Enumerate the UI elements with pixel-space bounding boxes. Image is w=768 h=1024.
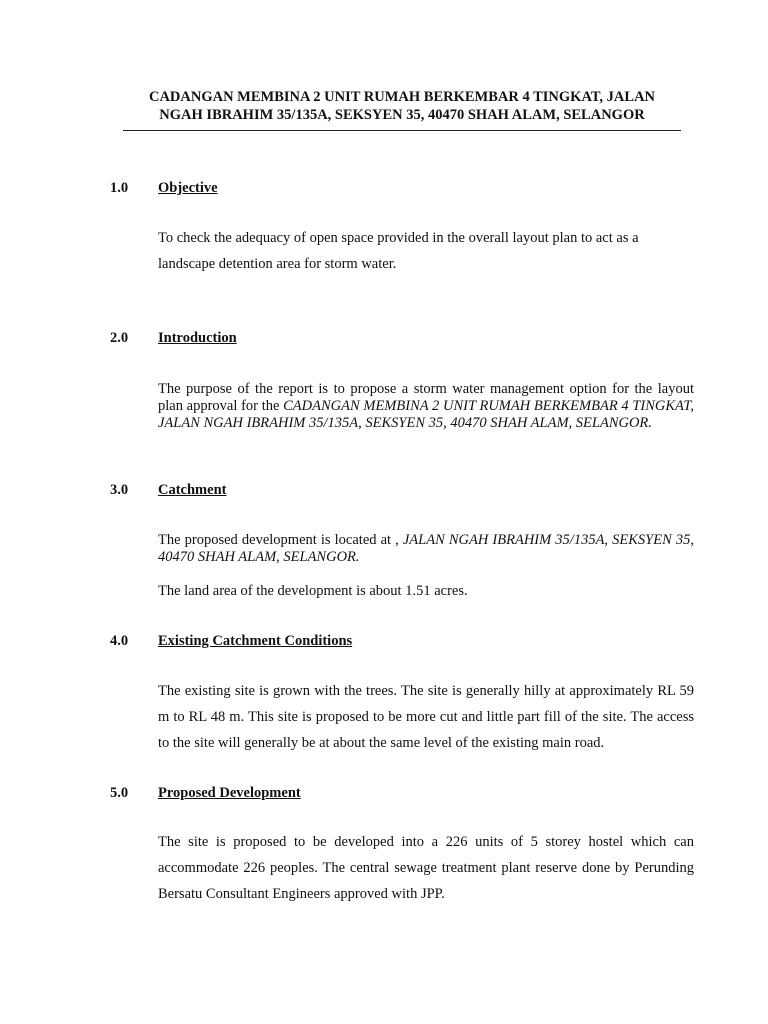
title-underline-rule [123,130,681,131]
section-3-heading: Catchment [158,482,227,498]
section-3-number: 3.0 [110,482,129,498]
document-title [100,88,704,124]
section-2-heading: Introduction [158,330,237,346]
section-4-number: 4.0 [110,633,129,649]
title-line-2: NGAH IBRAHIM 35/135A, SEKSYEN 35, 40470 SHAH ALAM, SELANGOR [159,107,645,123]
section-2-project-name: CADANGAN MEMBINA 2 UNIT RUMAH BERKEMBAR 4 TINGKAT, JALAN NGAH IBRAHIM 35/135A, SEKSYEN 35, 40470 SHAH ALAM, SELANGOR. [158,398,694,431]
section-3-location: JALAN NGAH IBRAHIM 35/135A, SEKSYEN 35, 40470 SHAH ALAM, SELANGOR. [158,532,694,565]
section-1-heading: Objective [158,180,218,196]
section-3-land-area: The land area of the development is about 1.51 acres. [158,583,468,599]
section-4-paragraph: The existing site is grown with the trees. The site is generally hilly at approximately RL 59 m to RL 48 m. This site is proposed to be more cut and little part fill of the site. The access to the site will generally be at about the same level of the existing main road. [158,683,694,751]
section-5-paragraph: The site is proposed to be developed into a 226 units of 5 storey hostel which can accommodate 226 peoples. The central sewage treatment plant reserve done by Perunding Bersatu Consultant Engineers approved with JPP. [158,834,694,902]
section-5-number: 5.0 [110,785,129,801]
title-line-1: CADANGAN MEMBINA 2 UNIT RUMAH BERKEMBAR 4 TINGKAT, JALAN [148,89,656,105]
section-2-number: 2.0 [110,330,129,346]
section-1-paragraph: To check the adequacy of open space provided in the overall layout plan to act as a landscape detention area for storm water. [158,230,639,272]
section-2-paragraph [158,381,694,432]
section-3-text: The proposed development is located at , [158,532,403,548]
section-1-number: 1.0 [110,180,129,196]
section-5-heading: Proposed Development [158,785,301,801]
section-2-text: The purpose of the report is to propose a storm water management option for the layout plan approval for the [158,381,694,414]
section-4-heading: Existing Catchment Conditions [158,633,353,649]
section-3-paragraph [158,532,694,566]
